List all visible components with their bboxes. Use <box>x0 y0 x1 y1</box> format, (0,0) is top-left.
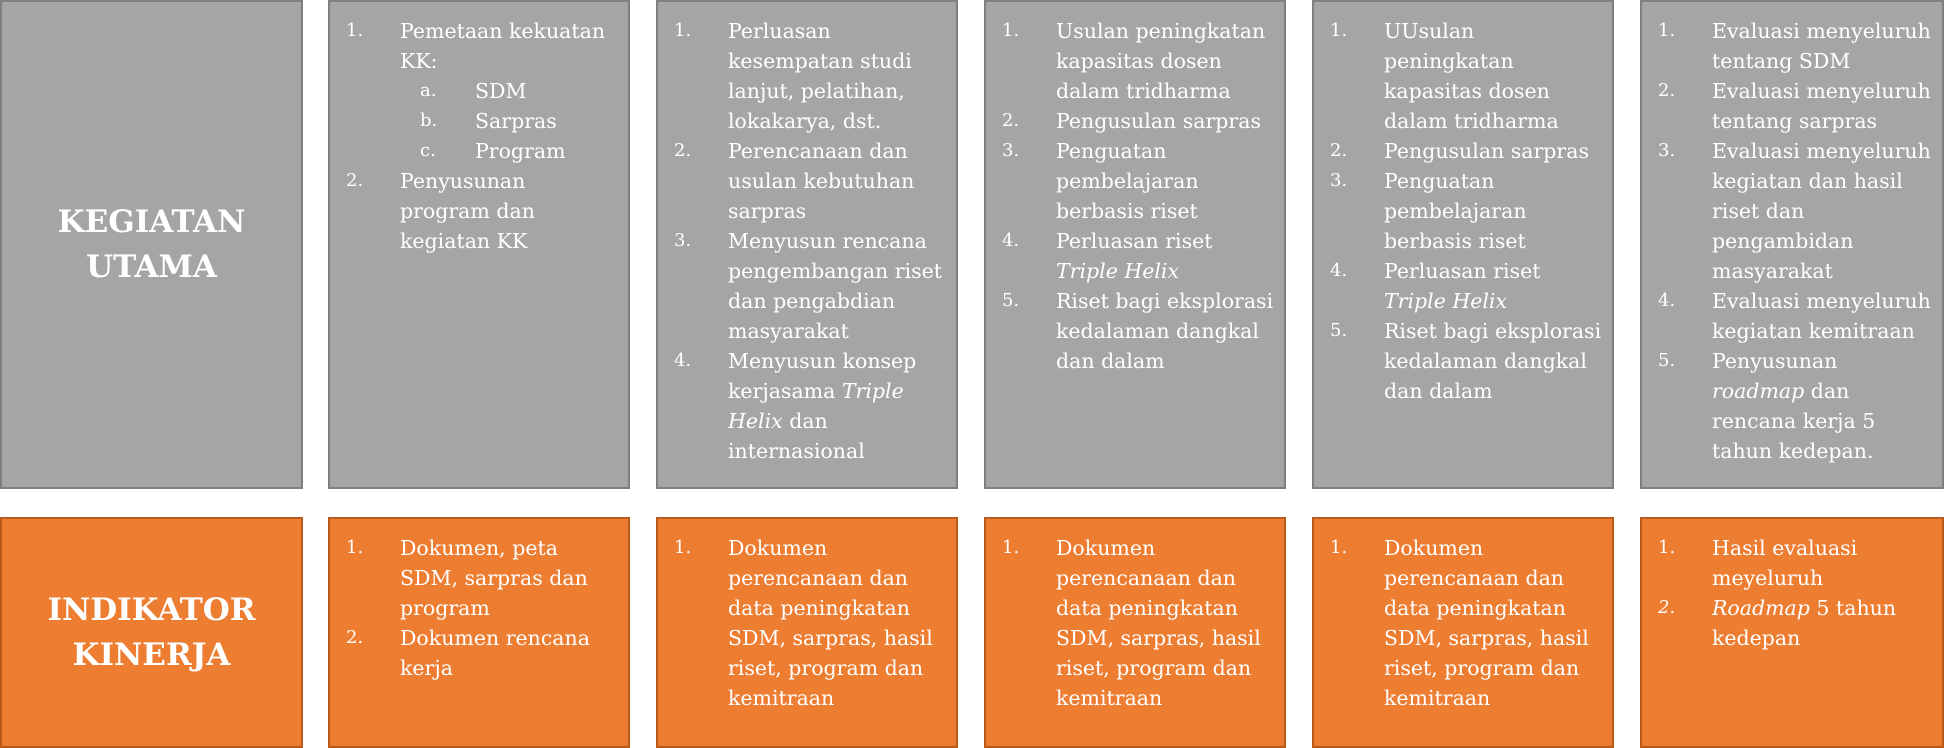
item-number: 2. <box>1330 140 1348 161</box>
item-number: 1. <box>674 20 692 41</box>
item-text <box>728 19 912 133</box>
text-part: Menyusun konsep kerjasama <box>728 349 917 403</box>
list-item <box>1642 136 1934 286</box>
list-item <box>658 346 948 466</box>
italic-term: Roadmap <box>1712 596 1810 620</box>
text-part: dan rencana kerja 5 tahun kedepan. <box>1712 379 1876 463</box>
item-text <box>400 19 605 73</box>
item-number: 5. <box>1002 290 1020 311</box>
item-text <box>1712 19 1931 73</box>
item-text <box>1056 139 1199 223</box>
item-text <box>1712 596 1896 650</box>
list-item <box>1314 256 1604 316</box>
item-number: 1. <box>346 20 364 41</box>
indikator-box-5 <box>1640 517 1944 748</box>
list-item <box>658 533 948 713</box>
item-list <box>330 2 628 256</box>
sub-item-letter: a. <box>420 80 437 101</box>
item-text <box>1056 109 1261 133</box>
item-number: 4. <box>1330 260 1348 281</box>
indikator-kinerja-header <box>0 517 303 748</box>
item-list <box>1314 519 1612 713</box>
italic-term: Triple Helix <box>1056 259 1180 283</box>
text-part: UUsulan peningkatan kapasitas dosen dalam tridharma <box>1384 19 1559 133</box>
item-number: 1. <box>674 537 692 558</box>
item-text <box>1712 536 1857 590</box>
text-part: Dokumen perencanaan dan data peningkatan SDM, sarpras, hasil riset, program dan kemitraan <box>1384 536 1589 710</box>
text-part: Dokumen perencanaan dan data peningkatan SDM, sarpras, hasil riset, program dan kemitraan <box>728 536 933 710</box>
indikator-box-3 <box>984 517 1286 748</box>
text-part: Usulan peningkatan kapasitas dosen dalam tridharma <box>1056 19 1266 103</box>
list-item <box>330 16 620 166</box>
item-number: 4. <box>1658 290 1676 311</box>
text-part: Dokumen rencana kerja <box>400 626 590 680</box>
item-text <box>728 139 914 223</box>
text-part: Penguatan pembelajaran berbasis riset <box>1056 139 1199 223</box>
list-item <box>1314 533 1604 713</box>
item-text <box>1712 79 1931 133</box>
list-item <box>986 16 1276 106</box>
item-text <box>728 229 942 343</box>
sub-item-text: SDM <box>475 79 527 103</box>
sub-item-text: Sarpras <box>475 109 557 133</box>
list-item <box>1642 533 1934 593</box>
item-text <box>1056 536 1261 710</box>
header-line: KEGIATAN <box>57 203 246 240</box>
italic-term: Triple Helix <box>1384 289 1508 313</box>
kegiatan-box-1 <box>328 0 630 489</box>
kegiatan-box-5 <box>1640 0 1944 489</box>
item-list <box>658 519 956 713</box>
text-part: Penguatan pembelajaran berbasis riset <box>1384 169 1527 253</box>
text-part: Hasil evaluasi meyeluruh <box>1712 536 1858 590</box>
italic-term: roadmap <box>1712 379 1805 403</box>
list-item <box>1642 286 1934 346</box>
item-number: 4. <box>674 350 692 371</box>
item-number: 2. <box>346 170 364 191</box>
list-item <box>330 533 620 623</box>
list-item <box>658 16 948 136</box>
header-line: INDIKATOR <box>47 591 256 628</box>
text-part: dan internasional <box>728 409 865 463</box>
sub-item-letter: c. <box>420 140 436 161</box>
list-item <box>986 106 1276 136</box>
text-part: Perencanaan dan usulan kebutuhan sarpras <box>728 139 915 223</box>
indikator-box-1 <box>328 517 630 748</box>
text-part: Menyusun rencana pengembangan riset dan pengabdian masyarakat <box>728 229 943 343</box>
sub-item-text: Program <box>475 139 566 163</box>
text-part: Pemetaan kekuatan KK: <box>400 19 606 73</box>
sub-list-item <box>420 106 620 136</box>
item-number: 2. <box>346 627 364 648</box>
text-part: Perluasan riset <box>1384 259 1541 283</box>
list-item <box>986 533 1276 713</box>
sub-list-item <box>420 136 620 166</box>
item-number: 3. <box>1658 140 1676 161</box>
text-part: Riset bagi eksplorasi kedalaman dangkal dan dalam <box>1384 319 1602 403</box>
item-list <box>1642 2 1942 466</box>
item-text <box>1712 289 1931 343</box>
item-text <box>1712 139 1931 283</box>
text-part: Pengusulan sarpras <box>1384 139 1589 163</box>
text-part: Perluasan riset <box>1056 229 1213 253</box>
item-number: 1. <box>1658 537 1676 558</box>
list-item <box>1314 136 1604 166</box>
sub-list-item <box>420 76 620 106</box>
list-item <box>986 226 1276 286</box>
item-list <box>330 519 628 683</box>
text-part: Evaluasi menyeluruh kegiatan kemitraan <box>1712 289 1931 343</box>
item-number: 2. <box>1002 110 1020 131</box>
item-number: 1. <box>1002 20 1020 41</box>
item-text <box>728 536 933 710</box>
item-text <box>1384 536 1589 710</box>
text-part: Penyusunan program dan kegiatan KK <box>400 169 535 253</box>
item-text <box>1056 19 1265 103</box>
list-item <box>1314 166 1604 256</box>
item-number: 1. <box>346 537 364 558</box>
list-item <box>1314 16 1604 136</box>
item-number: 1. <box>1330 537 1348 558</box>
sub-list <box>400 76 620 166</box>
list-item <box>330 166 620 256</box>
kegiatan-box-2 <box>656 0 958 489</box>
list-item <box>330 623 620 683</box>
item-text <box>728 349 916 463</box>
list-item <box>986 286 1276 376</box>
kegiatan-box-4 <box>1312 0 1614 489</box>
item-number: 1. <box>1658 20 1676 41</box>
item-text <box>1056 229 1213 283</box>
text-part: Riset bagi eksplorasi kedalaman dangkal dan dalam <box>1056 289 1274 373</box>
item-number: 3. <box>1330 170 1348 191</box>
item-number: 4. <box>1002 230 1020 251</box>
indikator-box-4 <box>1312 517 1614 748</box>
text-part: Dokumen perencanaan dan data peningkatan SDM, sarpras, hasil riset, program dan kemitraan <box>1056 536 1261 710</box>
item-text <box>400 536 588 620</box>
text-part: Perluasan kesempatan studi lanjut, pelatihan, lokakarya, dst. <box>728 19 912 133</box>
text-part: Penyusunan <box>1712 349 1838 373</box>
text-part: Evaluasi menyeluruh kegiatan dan hasil riset dan pengambidan masyarakat <box>1712 139 1931 283</box>
item-text <box>1384 19 1559 133</box>
kegiatan-box-3 <box>984 0 1286 489</box>
list-item <box>1642 16 1934 76</box>
header-line: UTAMA <box>86 248 217 285</box>
text-part: Evaluasi menyeluruh tentang sarpras <box>1712 79 1931 133</box>
item-number: 3. <box>1002 140 1020 161</box>
item-number: 1. <box>1002 537 1020 558</box>
item-text <box>1384 259 1541 313</box>
item-number: 2. <box>1658 80 1676 101</box>
text-part: Dokumen, peta SDM, sarpras dan program <box>400 536 588 620</box>
item-number: 3. <box>674 230 692 251</box>
item-text <box>400 169 535 253</box>
item-number: 5. <box>1658 350 1676 371</box>
sub-item-letter: b. <box>420 110 438 131</box>
text-part: Pengusulan sarpras <box>1056 109 1261 133</box>
list-item <box>658 136 948 226</box>
indikator-box-2 <box>656 517 958 748</box>
header-line: KINERJA <box>72 636 231 673</box>
list-item <box>1642 593 1934 653</box>
text-part: Evaluasi menyeluruh tentang SDM <box>1712 19 1931 73</box>
item-number: 2. <box>1658 597 1676 618</box>
item-text <box>1712 349 1875 463</box>
item-list <box>1642 519 1942 653</box>
list-item <box>658 226 948 346</box>
item-list <box>986 2 1284 376</box>
item-text <box>400 626 590 680</box>
item-list <box>986 519 1284 713</box>
list-item <box>1642 76 1934 136</box>
item-text <box>1384 139 1589 163</box>
list-item <box>986 136 1276 226</box>
list-item <box>1314 316 1604 406</box>
item-number: 2. <box>674 140 692 161</box>
item-number: 5. <box>1330 320 1348 341</box>
kegiatan-utama-header <box>0 0 303 489</box>
item-text <box>1384 319 1601 403</box>
text-part: 5 tahun kedepan <box>1712 596 1897 650</box>
italic-term: Triple Helix <box>728 379 904 433</box>
item-text <box>1056 289 1273 373</box>
item-list <box>658 2 956 466</box>
item-list <box>1314 2 1612 406</box>
list-item <box>1642 346 1934 466</box>
item-number: 1. <box>1330 20 1348 41</box>
item-text <box>1384 169 1527 253</box>
